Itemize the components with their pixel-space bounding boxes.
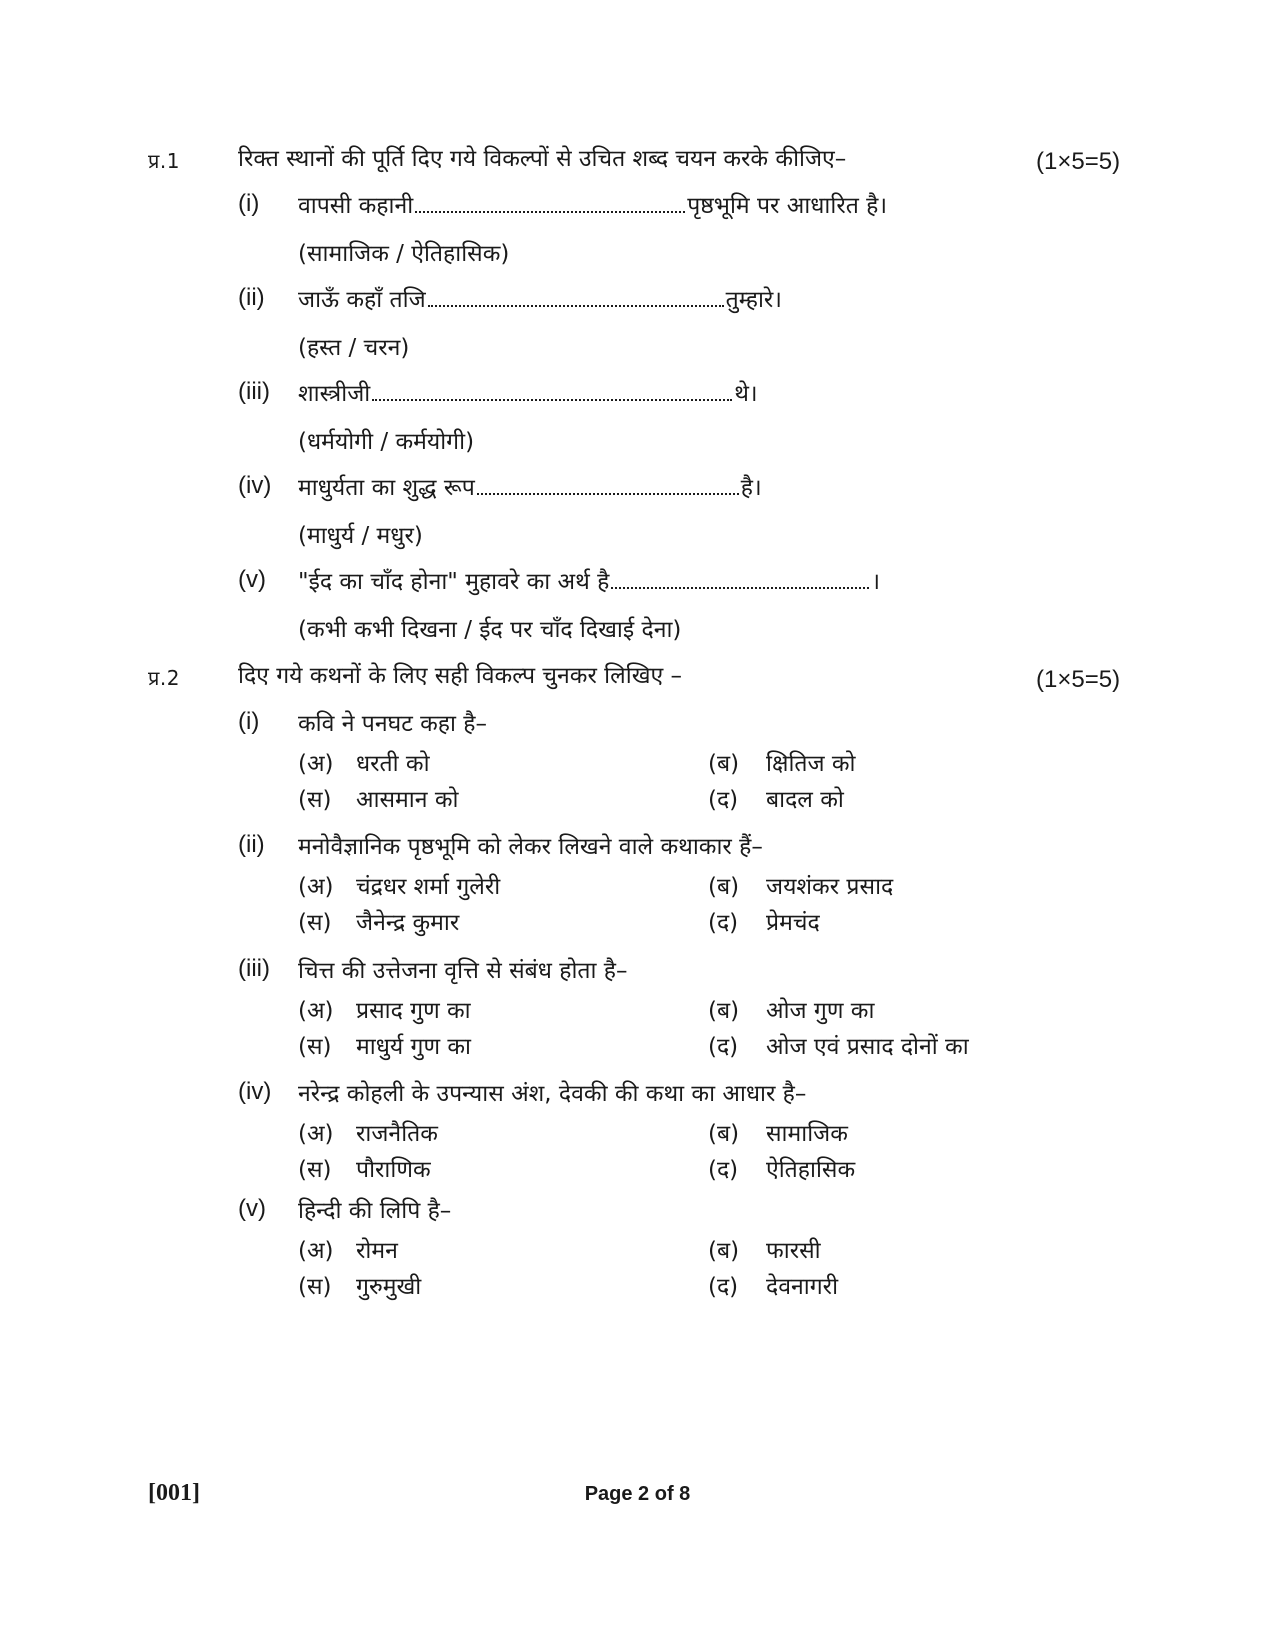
q1-item-1-text bbox=[298, 188, 887, 220]
q2-number: प्र.2 bbox=[148, 666, 180, 690]
q1-item-3-roman: (iii) bbox=[238, 378, 270, 405]
option-text: प्रेमचंद bbox=[766, 910, 820, 936]
q2-item-3-roman: (iii) bbox=[238, 955, 270, 982]
option-label: (ब) bbox=[708, 998, 740, 1024]
option-text: आसमान को bbox=[356, 787, 459, 813]
page-number: Page 2 of 8 bbox=[584, 1483, 691, 1505]
q1-item-2-choices: (हस्त / चरन) bbox=[298, 335, 410, 361]
q2-item-1-option-a bbox=[298, 746, 430, 778]
q2-item-3-option-c bbox=[298, 1029, 471, 1061]
q1-item-5-roman: (v) bbox=[238, 566, 266, 593]
q1-item-1-before: वापसी कहानी bbox=[298, 193, 414, 219]
q1-item-2-text bbox=[298, 282, 782, 314]
q1-item-5-before: "ईद का चाँद होना" मुहावरे का अर्थ है bbox=[298, 569, 610, 595]
q2-item-4-roman: (iv) bbox=[238, 1078, 272, 1105]
q1-item-4-choices: (माधुर्य / मधुर) bbox=[298, 523, 423, 549]
option-label: (स) bbox=[298, 1274, 332, 1300]
option-label: (स) bbox=[298, 910, 332, 936]
q1-item-2-before: जाऊँ कहाँ तजि bbox=[298, 287, 426, 313]
q2-marks: (1×5=5) bbox=[1036, 666, 1121, 693]
q1-item-4-after: है। bbox=[740, 475, 762, 501]
option-text: गुरुमुखी bbox=[356, 1274, 422, 1300]
q2-instruction: दिए गये कथनों के लिए सही विकल्प चुनकर लिखिए – bbox=[238, 663, 683, 689]
q2-item-1-roman: (i) bbox=[238, 708, 260, 735]
option-text: ओज एवं प्रसाद दोनों का bbox=[766, 1034, 969, 1060]
q2-item-4-option-d bbox=[708, 1152, 855, 1184]
q2-item-2-option-d bbox=[708, 905, 820, 937]
option-label: (ब) bbox=[708, 751, 740, 777]
option-label: (स) bbox=[298, 1034, 332, 1060]
q2-item-5-option-c bbox=[298, 1269, 421, 1301]
q2-item-4-option-c bbox=[298, 1152, 431, 1184]
option-text: रोमन bbox=[356, 1238, 398, 1264]
option-label: (स) bbox=[298, 787, 332, 813]
q2-item-4-question: नरेन्द्र कोहली के उपन्यास अंश, देवकी की कथा का आधार है– bbox=[298, 1081, 807, 1107]
option-text: जैनेन्द्र कुमार bbox=[356, 910, 460, 936]
q1-item-5-after: । bbox=[871, 569, 881, 595]
q2-item-4-option-a bbox=[298, 1116, 438, 1148]
option-label: (द) bbox=[708, 1034, 739, 1060]
q2-item-2-option-a bbox=[298, 869, 500, 901]
q2-item-5-roman: (v) bbox=[238, 1195, 266, 1222]
q1-item-1-choices: (सामाजिक / ऐतिहासिक) bbox=[298, 241, 510, 267]
option-text: क्षितिज को bbox=[766, 751, 856, 777]
option-text: जयशंकर प्रसाद bbox=[766, 874, 894, 900]
q1-number: प्र.1 bbox=[148, 149, 180, 173]
paper-code: [001] bbox=[148, 1480, 200, 1506]
option-text: ओज गुण का bbox=[766, 998, 875, 1024]
q1-item-2-roman: (ii) bbox=[238, 284, 265, 311]
option-text: चंद्रधर शर्मा गुलेरी bbox=[356, 874, 501, 900]
q1-item-3-before: शास्त्रीजी bbox=[298, 381, 371, 407]
q2-item-5-option-d bbox=[708, 1269, 838, 1301]
q2-item-3-option-b bbox=[708, 993, 874, 1025]
q1-item-1-after: पृष्ठभूमि पर आधारित है। bbox=[687, 193, 888, 219]
option-label: (अ) bbox=[298, 751, 334, 777]
q2-item-1-option-d bbox=[708, 782, 844, 814]
option-label: (अ) bbox=[298, 1121, 334, 1147]
q1-item-3-choices: (धर्मयोगी / कर्मयोगी) bbox=[298, 429, 475, 455]
option-label: (स) bbox=[298, 1157, 332, 1183]
option-label: (ब) bbox=[708, 1238, 740, 1264]
q2-item-1-option-b bbox=[708, 746, 856, 778]
q1-item-5-text bbox=[298, 564, 880, 596]
q2-item-1-question: कवि ने पनघट कहा है– bbox=[298, 711, 487, 737]
option-text: पौराणिक bbox=[356, 1157, 431, 1183]
q2-item-2-option-c bbox=[298, 905, 459, 937]
q2-item-3-option-d bbox=[708, 1029, 969, 1061]
q2-item-5-option-a bbox=[298, 1233, 398, 1265]
q1-item-1-blank bbox=[415, 193, 685, 213]
q1-item-4-blank bbox=[477, 475, 739, 495]
option-text: फारसी bbox=[766, 1238, 821, 1264]
q2-item-5-option-b bbox=[708, 1233, 821, 1265]
option-text: सामाजिक bbox=[766, 1121, 848, 1147]
q2-item-5-question: हिन्दी की लिपि है– bbox=[298, 1198, 452, 1224]
option-text: बादल को bbox=[766, 787, 844, 813]
option-text: प्रसाद गुण का bbox=[356, 998, 471, 1024]
q1-item-1-roman: (i) bbox=[238, 190, 260, 217]
option-label: (द) bbox=[708, 1157, 739, 1183]
q1-item-3-after: थे। bbox=[734, 381, 758, 407]
q2-item-1-option-c bbox=[298, 782, 458, 814]
q1-item-4-text bbox=[298, 470, 762, 502]
option-label: (अ) bbox=[298, 874, 334, 900]
option-label: (ब) bbox=[708, 874, 740, 900]
option-text: धरती को bbox=[356, 751, 430, 777]
option-text: माधुर्य गुण का bbox=[356, 1034, 472, 1060]
q1-item-4-roman: (iv) bbox=[238, 472, 272, 499]
q1-item-3-text bbox=[298, 376, 758, 408]
option-text: ऐतिहासिक bbox=[766, 1157, 856, 1183]
option-label: (द) bbox=[708, 910, 739, 936]
option-text: देवनागरी bbox=[766, 1274, 839, 1300]
q1-item-5-blank bbox=[611, 569, 869, 589]
q2-item-2-option-b bbox=[708, 869, 893, 901]
option-label: (द) bbox=[708, 787, 739, 813]
q2-item-3-question: चित्त की उत्तेजना वृत्ति से संबंध होता है– bbox=[298, 958, 628, 984]
q1-item-5-choices: (कभी कभी दिखना / ईद पर चाँद दिखाई देना) bbox=[298, 617, 682, 643]
q2-item-3-option-a bbox=[298, 993, 471, 1025]
option-label: (द) bbox=[708, 1274, 739, 1300]
q1-marks: (1×5=5) bbox=[1036, 148, 1121, 175]
option-text: राजनैतिक bbox=[356, 1121, 438, 1147]
q1-item-3-blank bbox=[372, 381, 732, 401]
option-label: (ब) bbox=[708, 1121, 740, 1147]
q2-item-2-question: मनोवैज्ञानिक पृष्ठभूमि को लेकर लिखने वाले कथाकार हैं– bbox=[298, 834, 763, 860]
q2-item-2-roman: (ii) bbox=[238, 831, 265, 858]
q1-instruction: रिक्त स्थानों की पूर्ति दिए गये विकल्पों से उचित शब्द चयन करके कीजिए– bbox=[238, 146, 847, 172]
q1-item-4-before: माधुर्यता का शुद्ध रूप bbox=[298, 475, 475, 501]
option-label: (अ) bbox=[298, 1238, 334, 1264]
q1-item-2-blank bbox=[428, 287, 724, 307]
q1-item-2-after: तुम्हारे। bbox=[725, 287, 783, 313]
option-label: (अ) bbox=[298, 998, 334, 1024]
q2-item-4-option-b bbox=[708, 1116, 848, 1148]
